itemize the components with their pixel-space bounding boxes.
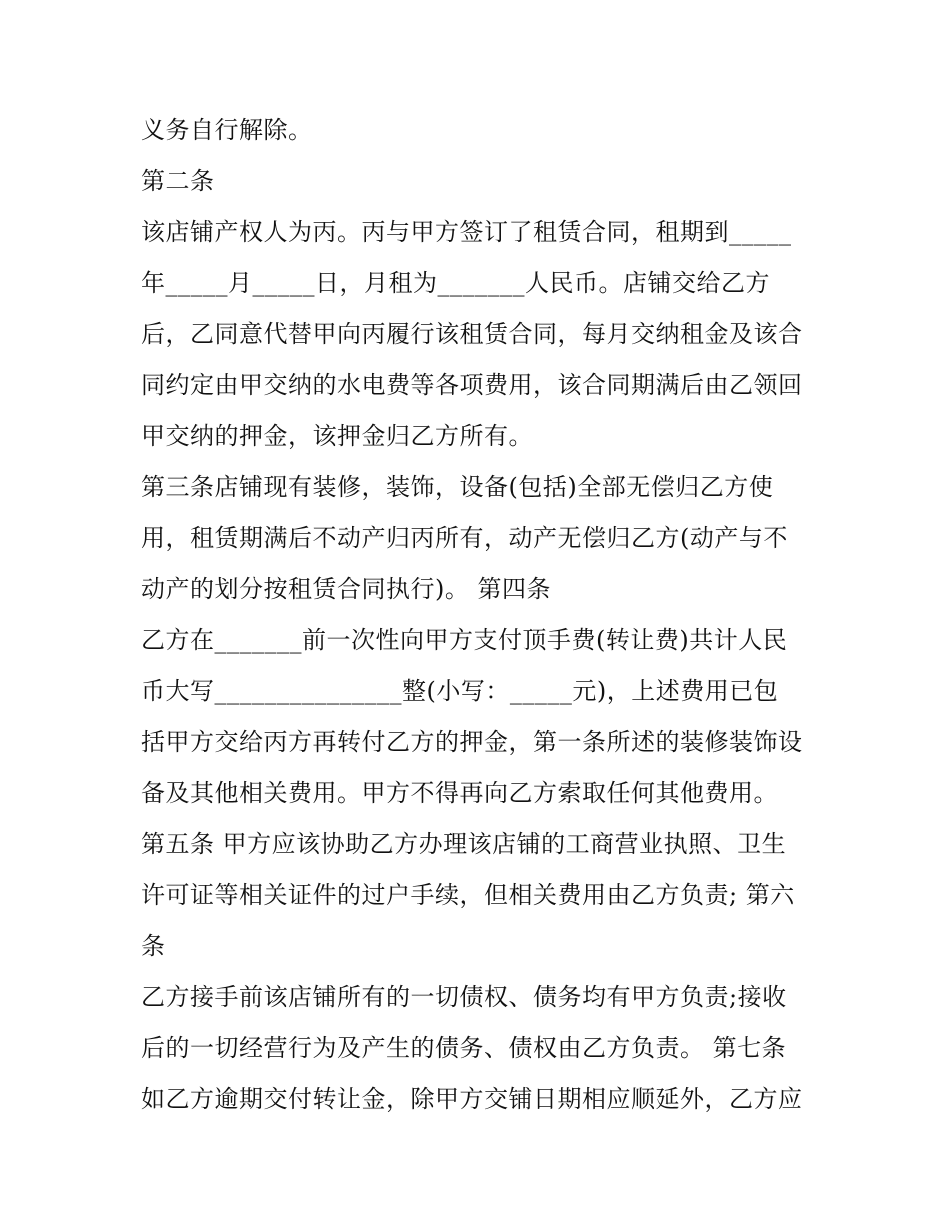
text-line: 备及其他相关费用。甲方不得再向乙方索取任何其他费用。 [141,779,778,807]
text-line: 许可证等相关证件的过户手续，但相关费用由乙方负责; 第六 [141,881,795,909]
text-line: 括甲方交给丙方再转付乙方的押金，第一条所述的装修装饰设 [141,728,803,756]
text-line: 同约定由甲交纳的水电费等各项费用，该合同期满后由乙领回 [141,371,803,399]
text-line: 条 [141,932,166,960]
text-line: 甲交纳的押金，该押金归乙方所有。 [141,422,533,450]
text-line: 币大写_______________整(小写：_____元)，上述费用已包 [141,677,779,705]
text-line: 用，租赁期满后不动产归丙所有，动产无偿归乙方(动产与不 [141,524,788,552]
text-line: 第五条 甲方应该协助乙方办理该店铺的工商营业执照、卫生 [141,830,787,858]
text-line: 乙方接手前该店铺所有的一切债权、债务均有甲方负责;接收 [141,983,787,1011]
text-line: 乙方在_______前一次性向甲方支付顶手费(转让费)共计人民 [141,626,788,654]
text-line: 第三条店铺现有装修，装饰，设备(包括)全部无偿归乙方使 [141,473,774,501]
text-line: 动产的划分按租赁合同执行)。 第四条 [141,575,551,603]
text-line: 后的一切经营行为及产生的债务、债权由乙方负责。 第七条 [141,1034,787,1062]
text-line: 年_____月_____日，月租为_______人民币。店铺交给乙方 [141,269,770,297]
text-line: 如乙方逾期交付转让金，除甲方交铺日期相应顺延外，乙方应 [141,1085,803,1113]
text-line: 第二条 [141,167,215,195]
text-line: 义务自行解除。 [141,116,313,144]
text-line: 后，乙同意代替甲向丙履行该租赁合同，每月交纳租金及该合 [141,320,803,348]
text-line: 该店铺产权人为丙。丙与甲方签订了租赁合同，租期到_____ [141,218,792,246]
